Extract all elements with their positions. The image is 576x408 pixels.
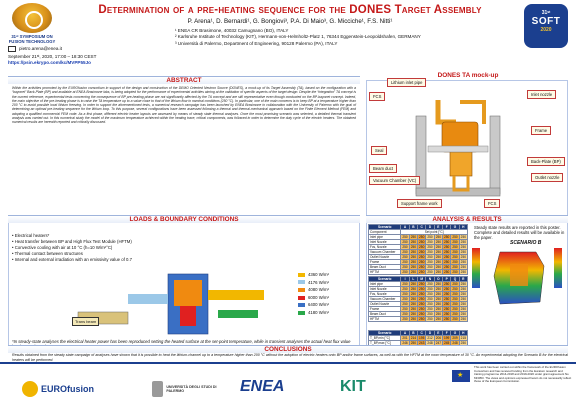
table-cell: 250 bbox=[444, 240, 450, 244]
mockup-label-vacuum-chamber: Vacuum Chamber (VC) bbox=[369, 176, 420, 185]
table-cell: 250 bbox=[460, 235, 466, 239]
mockup-label-outlet-nozzle: Outlet nozzle bbox=[531, 173, 563, 182]
table-cell: 250 bbox=[435, 250, 442, 254]
table-cell: 250 bbox=[427, 245, 433, 249]
table-cell: 250 bbox=[460, 260, 466, 264]
mockup-label-inlet-pipe: Lithium inlet pipe bbox=[387, 78, 426, 87]
table-cell: 250 bbox=[435, 297, 442, 301]
table-cell: 250 bbox=[419, 292, 425, 296]
table-cell: 250 bbox=[419, 317, 425, 321]
table-row-label: Outlet Nozzle bbox=[369, 302, 401, 307]
table-header-cell: F bbox=[443, 225, 451, 230]
conclusions-heading: CONCLUSIONS bbox=[8, 345, 568, 353]
table-cell: 250 bbox=[410, 255, 417, 259]
table-cell: 250 bbox=[460, 282, 466, 286]
table-cell: 199 bbox=[444, 336, 450, 340]
table-cell: 250 bbox=[402, 250, 408, 254]
table-header-cell: P bbox=[443, 277, 451, 282]
trans-beam-label: Trans beam bbox=[72, 317, 99, 326]
loads-item: • Internal and external irradiation with an emissivity value of 0.7 bbox=[12, 257, 162, 263]
table-cell: 250 bbox=[402, 287, 408, 291]
table-cell: 250 bbox=[444, 265, 450, 269]
table-cell: 250 bbox=[402, 307, 408, 311]
table-header-cell: F bbox=[443, 331, 451, 336]
setpoint-table-2 bbox=[368, 276, 468, 322]
table-subheader-cell: Set point [°C] bbox=[401, 230, 468, 235]
loads-item: • Convective cooling with air at 10 °C (h=10 W/m²°C) bbox=[12, 245, 162, 251]
table-header-cell: A bbox=[401, 225, 409, 230]
mockup-label-fcs-bottom: FCS bbox=[484, 199, 500, 208]
table-cell: 250 bbox=[435, 260, 442, 264]
table-header-cell: C bbox=[418, 225, 426, 230]
table-header-cell: D bbox=[426, 331, 434, 336]
symposium-caption: 31ˢᵗ SYMPOSIUM ON FUSION TECHNOLOGY bbox=[8, 34, 56, 44]
table-row-label: HFTM bbox=[369, 270, 401, 275]
table-cell: 250 bbox=[444, 302, 450, 306]
table-cell: 250 bbox=[460, 250, 466, 254]
eurofusion-logo bbox=[22, 374, 94, 404]
table-cell: 250 bbox=[419, 302, 425, 306]
soft-logo-year: 2020 bbox=[540, 27, 552, 33]
table-cell: 250 bbox=[427, 317, 433, 321]
table-cell: 250 bbox=[460, 245, 466, 249]
table-cell: 250 bbox=[419, 255, 425, 259]
setpoint-table-1 bbox=[368, 224, 468, 275]
contact-info bbox=[8, 46, 128, 66]
legend-label: 6400 W/m² bbox=[308, 302, 330, 308]
table-cell: 250 bbox=[419, 297, 425, 301]
table-cell: 250 bbox=[444, 255, 450, 259]
table-cell: 214 bbox=[410, 336, 417, 340]
legend-label: 4176 W/m² bbox=[308, 279, 330, 285]
table-row bbox=[369, 270, 468, 275]
session-date: September 21ˢᵗ, 2020, 17:00 – 18:30 CEST bbox=[8, 54, 97, 59]
legend-label: 4180 W/m² bbox=[308, 309, 330, 315]
loads-list bbox=[12, 233, 162, 263]
soft-logo-name: SOFT bbox=[531, 16, 561, 27]
table-header-cell: Scenario bbox=[369, 225, 401, 230]
eurofusion-emblem-icon bbox=[22, 381, 38, 397]
table-cell: 250 bbox=[419, 307, 425, 311]
legend-swatch bbox=[298, 280, 305, 284]
table-cell: 250 bbox=[410, 292, 417, 296]
table-cell: 250 bbox=[427, 250, 433, 254]
table-cell: 250 bbox=[427, 240, 433, 244]
table-cell: 250 bbox=[435, 317, 442, 321]
table-cell: 250 bbox=[452, 255, 458, 259]
table-row-label: Outlet Nozzle bbox=[369, 255, 401, 260]
table-cell: 250 bbox=[427, 255, 433, 259]
mockup-label-back-plate: Back-Plate (BP) bbox=[527, 157, 565, 166]
legend-label: 4080 W/m² bbox=[308, 287, 330, 293]
table-cell: 250 bbox=[427, 307, 433, 311]
table-cell: 250 bbox=[402, 312, 408, 316]
affiliations bbox=[175, 28, 475, 47]
abstract-heading: ABSTRACT bbox=[8, 76, 360, 84]
table-cell: 248 bbox=[452, 341, 458, 345]
table-cell: 250 bbox=[419, 312, 425, 316]
unipa-name: UNIVERSITÀ DEGLI STUDI DI PALERMO bbox=[166, 385, 217, 393]
mockup-label-fcs: FCS bbox=[369, 92, 385, 101]
table-cell: 250 bbox=[452, 297, 458, 301]
table-row-label: Beam Duct bbox=[369, 312, 401, 317]
temperature-field-rendering bbox=[470, 246, 568, 310]
kit-name: KIT bbox=[340, 378, 366, 395]
table-cell: 250 bbox=[419, 270, 425, 274]
table-header-cell: Q bbox=[451, 277, 459, 282]
table-cell: 250 bbox=[402, 260, 408, 264]
table-cell: 250 bbox=[402, 270, 408, 274]
table-cell: 250 bbox=[452, 307, 458, 311]
table-cell: 243 bbox=[419, 341, 425, 345]
table-cell: 250 bbox=[460, 302, 466, 306]
table-cell: 247 bbox=[435, 341, 442, 345]
table-header-cell: H bbox=[459, 331, 467, 336]
table-cell: 250 bbox=[427, 297, 433, 301]
table-cell: 250 bbox=[427, 270, 433, 274]
table-cell: 250 bbox=[402, 255, 408, 259]
legend-swatch bbox=[298, 311, 305, 315]
enea-name: ENEA bbox=[240, 378, 285, 395]
table-cell: 250 bbox=[444, 312, 450, 316]
legend-label: 6000 W/m² bbox=[308, 294, 330, 300]
eu-funding-text: This work has been carried out within the framework of the EUROfusion Consortium and has received funding from the Euratom research and training programme 2014-2018 and 2019-2020 under grant agreement No 633053. The views and opinions expressed herein do not necessarily reflect those of the European Commission. bbox=[474, 365, 572, 384]
table-header-cell: Scenario bbox=[369, 331, 401, 336]
table-cell: 250 bbox=[419, 265, 425, 269]
table-cell: 250 bbox=[402, 302, 408, 306]
table-row-label: Frame bbox=[369, 307, 401, 312]
table-row-label: Vacuum Chamber bbox=[369, 297, 401, 302]
table-cell: 250 bbox=[402, 235, 408, 239]
table-header-cell: R bbox=[459, 277, 467, 282]
table-cell: 250 bbox=[419, 245, 425, 249]
loads-item: • Thermal contact between structures bbox=[12, 251, 162, 257]
table-cell: 212 bbox=[427, 336, 433, 340]
analysis-heading: ANALYSIS & RESULTS bbox=[366, 215, 568, 223]
affiliation: ³ Università di Palermo, Department of Engineering, 90128 Palermo (PA), ITALY bbox=[175, 40, 338, 46]
mockup-label-beam-duct: Beam duct bbox=[369, 164, 397, 173]
table-cell: 250 bbox=[460, 341, 466, 345]
table-cell: 250 bbox=[460, 255, 466, 259]
table-cell: 250 bbox=[427, 235, 433, 239]
table-row-label: Inlet pipe bbox=[369, 282, 401, 287]
table-cell: 250 bbox=[444, 250, 450, 254]
table-cell: 250 bbox=[452, 282, 458, 286]
table-row-label: Fcs, Nozzle bbox=[369, 292, 401, 297]
unipa-emblem-icon bbox=[152, 381, 163, 397]
table-row-label: Vacuum Chamber bbox=[369, 250, 401, 255]
table-cell: 209 bbox=[452, 336, 458, 340]
table-cell: 250 bbox=[452, 292, 458, 296]
table-header-cell: E bbox=[434, 331, 442, 336]
table-cell: 250 bbox=[427, 282, 433, 286]
table-row-label: Fcs, Nozzle bbox=[369, 245, 401, 250]
table-cell: 250 bbox=[435, 302, 442, 306]
table-cell: 250 bbox=[419, 250, 425, 254]
table-cell: 250 bbox=[410, 282, 417, 286]
table-cell: 250 bbox=[452, 302, 458, 306]
table-header-cell: B bbox=[409, 331, 417, 336]
mockup-label-inlet-nozzle: Inlet nozzle bbox=[527, 90, 556, 99]
table-cell: 250 bbox=[460, 317, 466, 321]
table-cell: 250 bbox=[452, 287, 458, 291]
table-cell: 250 bbox=[435, 240, 442, 244]
legend-swatch bbox=[298, 296, 305, 300]
table-cell: 250 bbox=[427, 292, 433, 296]
table-cell: 250 bbox=[452, 250, 458, 254]
table-cell: 250 bbox=[435, 287, 442, 291]
conclusions-text: Results obtained from the steady state campaign of analyses have shown that it is possible to heat the lithium-channel up to a temperature higher than 200 °C without the adoption of electric heaters onto BP and/or frame surfaces, as well as with the HFTM at the room temperature of 30 °C. An experimental adopting the Scenario B for the electrical heaters will be performed. bbox=[12, 353, 568, 362]
loads-heading: LOADS & BOUNDARY CONDITIONS bbox=[8, 215, 360, 223]
table-cell: 250 bbox=[460, 297, 466, 301]
eurofusion-name: EUROfusion bbox=[41, 384, 94, 394]
table-cell: 250 bbox=[452, 245, 458, 249]
legend-swatch bbox=[298, 288, 305, 292]
affiliation: ² Karlsruhe Institute of Technology (KIT), Hermann-von-Helmholtz-Platz 1, 76344 Eggenstein-Leopoldshafen, GERMANY bbox=[175, 34, 421, 40]
table-cell: 250 bbox=[435, 265, 442, 269]
table-cell: 206 bbox=[435, 336, 442, 340]
table-header-cell: Scenario bbox=[369, 277, 401, 282]
table-cell: 250 bbox=[435, 312, 442, 316]
table-cell: 250 bbox=[460, 265, 466, 269]
table-cell: 250 bbox=[435, 255, 442, 259]
table-cell: 250 bbox=[460, 312, 466, 316]
kit-logo bbox=[340, 372, 366, 402]
table-header-cell: M bbox=[418, 277, 426, 282]
table-header-cell: H bbox=[459, 225, 467, 230]
table-cell: 195 bbox=[419, 336, 425, 340]
table-cell: 250 bbox=[452, 235, 458, 239]
table-cell: 250 bbox=[444, 260, 450, 264]
table-cell: 250 bbox=[452, 312, 458, 316]
table-cell: 250 bbox=[460, 307, 466, 311]
table-cell: 250 bbox=[402, 282, 408, 286]
scenario-label: SCENARIO B bbox=[510, 240, 542, 246]
table-cell: 250 bbox=[427, 265, 433, 269]
table-row-label: Inlet pipe bbox=[369, 235, 401, 240]
legend-swatch bbox=[298, 273, 305, 277]
table-cell: 250 bbox=[410, 270, 417, 274]
table-cell: 250 bbox=[444, 270, 450, 274]
table-cell: 250 bbox=[410, 317, 417, 321]
mockup-rendering bbox=[398, 92, 526, 216]
table-header-cell: G bbox=[451, 225, 459, 230]
table-cell: 250 bbox=[419, 260, 425, 264]
table-cell: 250 bbox=[460, 287, 466, 291]
symposium-emblem-icon bbox=[12, 3, 52, 33]
table-cell: 250 bbox=[419, 240, 425, 244]
table-cell: 250 bbox=[410, 297, 417, 301]
table-cell: 250 bbox=[410, 245, 417, 249]
contact-email[interactable]: pietro.arena@enea.it bbox=[19, 46, 62, 52]
table-header-cell: L bbox=[409, 277, 417, 282]
enea-logo bbox=[240, 372, 284, 402]
table-row-label: Frame bbox=[369, 260, 401, 265]
table-cell: 250 bbox=[410, 250, 417, 254]
table-cell: 250 bbox=[435, 282, 442, 286]
session-link[interactable]: https://psin.ekrypo.com/kc/MVPP55Jo bbox=[8, 59, 91, 65]
bp-temperature-table bbox=[368, 330, 468, 346]
table-cell: 250 bbox=[410, 307, 417, 311]
table-cell: 250 bbox=[435, 270, 442, 274]
table-cell: 250 bbox=[402, 245, 408, 249]
table-cell: 201 bbox=[402, 336, 408, 340]
table-cell: 250 bbox=[444, 282, 450, 286]
table-cell: 250 bbox=[402, 297, 408, 301]
loads-item: • Electrical heaters* bbox=[12, 233, 162, 239]
table-cell: 250 bbox=[444, 317, 450, 321]
table-cell: 246 bbox=[402, 341, 408, 345]
table-cell: 250 bbox=[435, 245, 442, 249]
table-row-label: HFTM bbox=[369, 317, 401, 322]
poster-title: Determination of a pre-heating sequence for the DONES Target Assembly bbox=[98, 4, 482, 16]
table-cell: 250 bbox=[410, 260, 417, 264]
table-cell: 250 bbox=[419, 235, 425, 239]
table-cell: 250 bbox=[435, 292, 442, 296]
mail-icon bbox=[8, 46, 16, 52]
abstract-text: Within the activities promoted by the EUROfusion consortium in support of the design and construction of the DEMO Oriented Neutron Source (DONES), a mock-up of its Target Assembly (TA), based on the configuration with a “bayonet” Back-Plate (BP) and available at ENEA Brasimone labs, is being adopted for the performance of experimental activities aiming at the validation of specific aspects of the target design. Despite the “integration” TA concept is the current reference, experimental tests concerning the consequence of BP pre-heating phase are not significantly affected by the TA concept and are still representative even though conducted on the BP-bayonet concept. Indeed, the main objective of the pre-heating phase is to raise the TA temperature up to a value close to that of the lithium flow in nominal conditions (250 °C). In particular, one of the main concerns is to keep BP at a temperature higher than 200 °C to avoid possible local lithium freezing. In order to support the aforementioned tests, a numerical research campaign has been launched by ENEA Brasimone in collaboration with the University of Palermo with the goal of determining an optimal pre-heating sequence for the lithium loop. To this purpose, several configurations have been assessed following a thermal and thermal-mechanical approach based on the Finite Element Method (FEM) and adopting a qualified commercial FEM code. As a first phase, different electric heater layouts are assessed by means of steady state thermal analyses. Once the most promising scenario was selected, a detailed thermal transient analysis was carried out. In this numerical study the model of the maximum temperature achieved within the heating trace, critical components, was followed in order to determine the duty cycle of the electric heaters. The obtained numerical results are herewith reported and critically discussed. bbox=[12, 86, 356, 124]
table-cell: 250 bbox=[452, 240, 458, 244]
table-row-label: T_BP,max [°C] bbox=[369, 341, 401, 346]
table-cell: 250 bbox=[402, 292, 408, 296]
table-cell: 250 bbox=[444, 307, 450, 311]
table-subheader-cell: Component bbox=[369, 230, 401, 235]
table-header-cell: B bbox=[409, 225, 417, 230]
table-row bbox=[369, 317, 468, 322]
analysis-note: Steady state results are reported in this poster. Complete and detailed results will be available in the paper. bbox=[474, 225, 565, 240]
loads-item: • Heat transfer between BP and High Flux Test Module (HFTM) bbox=[12, 239, 162, 245]
table-cell: 245 bbox=[444, 341, 450, 345]
table-cell: 250 bbox=[460, 270, 466, 274]
table-cell: 250 bbox=[402, 240, 408, 244]
table-cell: 250 bbox=[435, 307, 442, 311]
loads-footnote: *In steady-state analyses the electrical heater power has been reproduced setting the heated surface at the set-point temperature, while in transient analyses the actual heat flux value bbox=[12, 339, 351, 344]
table-cell: 250 bbox=[452, 265, 458, 269]
mockup-label-frame: Frame bbox=[531, 126, 551, 135]
table-cell: 250 bbox=[427, 287, 433, 291]
table-cell: 250 bbox=[402, 317, 408, 321]
table-cell: 250 bbox=[427, 260, 433, 264]
table-row-label: Inlet Nozzle bbox=[369, 240, 401, 245]
table-row-label: T_BP,min [°C] bbox=[369, 336, 401, 341]
table-cell: 250 bbox=[460, 292, 466, 296]
mockup-label-seal: Seal bbox=[371, 146, 387, 155]
table-cell: 250 bbox=[435, 235, 442, 239]
table-header-cell: A bbox=[401, 331, 409, 336]
eu-flag-icon bbox=[452, 370, 470, 382]
table-header-cell: E bbox=[434, 225, 442, 230]
table-cell: 250 bbox=[444, 287, 450, 291]
table-row-label: Inlet Nozzle bbox=[369, 287, 401, 292]
mockup-label-support-frame: Support frame work bbox=[397, 199, 442, 208]
table-cell: 250 bbox=[402, 265, 408, 269]
soft-logo bbox=[524, 4, 568, 48]
table-header-cell: I bbox=[401, 277, 409, 282]
unipa-logo bbox=[152, 374, 222, 404]
table-cell: 250 bbox=[444, 235, 450, 239]
table-cell: 250 bbox=[419, 282, 425, 286]
table-cell: 250 bbox=[410, 312, 417, 316]
table-header-cell: O bbox=[434, 277, 442, 282]
table-cell: 250 bbox=[452, 317, 458, 321]
heater-layout-rendering bbox=[68, 272, 294, 338]
table-header-cell: D bbox=[426, 225, 434, 230]
table-header-cell: G bbox=[451, 331, 459, 336]
table-cell: 250 bbox=[444, 297, 450, 301]
table-cell: 250 bbox=[410, 341, 417, 345]
table-cell: 250 bbox=[444, 292, 450, 296]
affiliation: ¹ ENEA CR Brasimone, 40032 Camugnano (BO), ITALY bbox=[175, 28, 289, 33]
table-cell: 250 bbox=[410, 302, 417, 306]
table-cell: 250 bbox=[410, 240, 417, 244]
table-cell: 248 bbox=[427, 341, 433, 345]
table-cell: 250 bbox=[419, 287, 425, 291]
table-cell: 250 bbox=[452, 260, 458, 264]
legend-swatch bbox=[298, 303, 305, 307]
table-cell: 250 bbox=[427, 302, 433, 306]
table-cell: 215 bbox=[460, 336, 466, 340]
legend-label: 4360 W/m² bbox=[308, 272, 330, 277]
heat-flux-legend bbox=[298, 271, 354, 317]
table-header-cell: C bbox=[418, 331, 426, 336]
table-cell: 250 bbox=[452, 270, 458, 274]
table-row-label: Beam Duct bbox=[369, 265, 401, 270]
table-cell: 250 bbox=[410, 265, 417, 269]
table-cell: 250 bbox=[444, 245, 450, 249]
table-cell: 250 bbox=[410, 287, 417, 291]
soft-logo-edition: 31ˢᵗ bbox=[541, 10, 551, 16]
table-cell: 250 bbox=[427, 312, 433, 316]
mockup-heading: DONES TA mock-up bbox=[437, 72, 499, 79]
table-cell: 250 bbox=[460, 240, 466, 244]
poster-authors: P. Arena¹, D. Bernardi¹, G. Bongiovi³, P.A. Di Maio³, G. Micciche¹, F.S. Nitti¹ bbox=[187, 18, 393, 25]
table-cell: 250 bbox=[410, 235, 417, 239]
table-header-cell: N bbox=[426, 277, 434, 282]
